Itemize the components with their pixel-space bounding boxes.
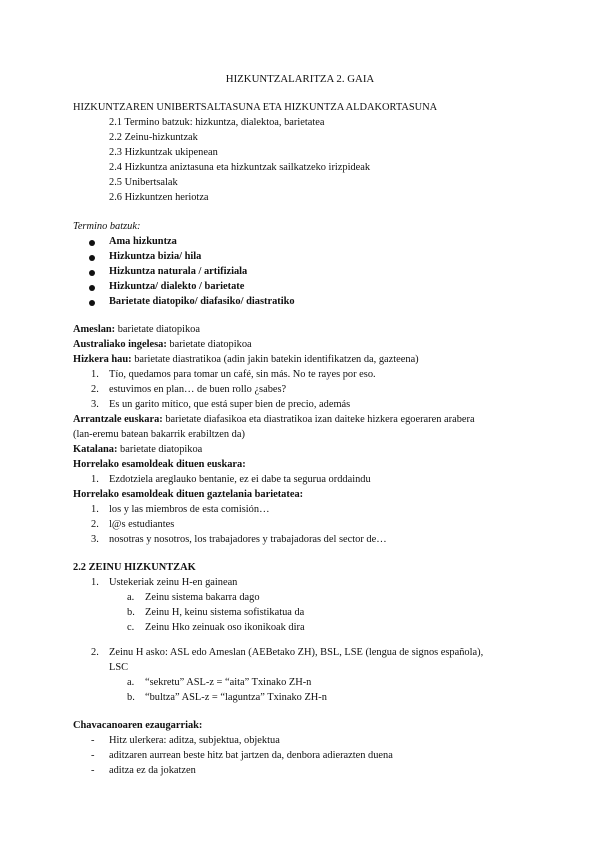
gazteleria-heading: Horrelako esamoldeak dituen gaztelania barietatea: — [73, 489, 304, 500]
list-number: 3. — [91, 399, 99, 410]
toc-item: 2.3 Hizkuntzak ukipenean — [109, 147, 218, 158]
bullet-icon — [89, 270, 95, 276]
gazteleria-example: nosotras y nosotros, los trabajadores y trabajadoras del sector de… — [109, 534, 387, 545]
dash-marker: - — [91, 765, 95, 776]
toc-item: 2.6 Hizkuntzen heriotza — [109, 192, 209, 203]
katalana-label: Katalana: — [73, 444, 118, 455]
zeinu-subitem: “sekretu” ASL-z = “aita” Txinako ZH-n — [145, 677, 312, 688]
zeinu-subitem: Zeinu H, keinu sistema sofistikatua da — [145, 607, 305, 618]
sublist-letter: c. — [127, 622, 135, 633]
term-item: Hizkuntza naturala / artifiziala — [109, 266, 248, 277]
hizkera-example: Es un garito mítico, que está super bien de precio, además — [109, 399, 351, 410]
list-number: 2. — [91, 384, 99, 395]
katalana-text: barietate diatopikoa — [117, 444, 203, 455]
sublist-letter: a. — [127, 592, 135, 603]
euskara-example: Ezdotziela areglauko bentanie, ez ei dabe ta segurua orddaindu — [109, 474, 371, 485]
gazteleria-example: los y las miembros de esta comisión… — [109, 504, 270, 515]
toc-item: 2.1 Termino batzuk: hizkuntza, dialektoa, barietatea — [109, 117, 325, 128]
zeinu-subitem: Zeinu sistema bakarra dago — [145, 592, 260, 603]
hizkera-example: estuvimos en plan… de buen rollo ¿sabes? — [109, 384, 287, 395]
term-item: Hizkuntza bizia/ hila — [109, 251, 202, 262]
australia-text: barietate diatopikoa — [166, 339, 252, 350]
list-number: 3. — [91, 534, 99, 545]
ameslan-line — [73, 323, 200, 336]
euskara-heading: Horrelako esamoldeak dituen euskara: — [73, 459, 246, 470]
ameslan-text: barietate diatopikoa — [115, 324, 200, 335]
terms-label: Termino batzuk: — [73, 221, 141, 232]
dash-marker: - — [91, 750, 95, 761]
arrantzale-line — [73, 413, 475, 426]
toc-item: 2.5 Unibertsalak — [109, 177, 178, 188]
zeinu-subitem: “bultza” ASL-z = “laguntza” Txinako ZH-n — [145, 692, 327, 703]
gazteleria-example: l@s estudiantes — [109, 519, 175, 530]
chavacano-item: Hitz ulerkera: aditza, subjektua, objektua — [109, 735, 280, 746]
sublist-letter: b. — [127, 692, 135, 703]
zeinu-item: Zeinu H asko: ASL edo Ameslan (AEBetako ZH), BSL, LSE (lengua de signos española), — [109, 647, 484, 658]
term-item: Hizkuntza/ dialekto / barietate — [109, 281, 245, 292]
list-number: 1. — [91, 504, 99, 515]
list-number: 2. — [91, 519, 99, 530]
bullet-icon — [89, 285, 95, 291]
term-item: Ama hizkuntza — [109, 236, 177, 247]
bullet-icon — [89, 300, 95, 306]
hizkera-line — [73, 353, 419, 366]
arrantzale-label: Arrantzale euskara: — [73, 414, 163, 425]
chavacano-item: aditza ez da jokatzen — [109, 765, 196, 776]
sublist-letter: b. — [127, 607, 135, 618]
zeinu-item: Ustekeriak zeinu H-en gainean — [109, 577, 238, 588]
toc-item: 2.4 Hizkuntza aniztasuna eta hizkuntzak sailkatzeko irizpideak — [109, 162, 371, 173]
chavacano-item: aditzaren aurrean beste hitz bat jartzen da, denbora adierazten duena — [109, 750, 393, 761]
zeinu-item-continuation: LSC — [109, 662, 129, 673]
chavacano-heading: Chavacanoaren ezaugarriak: — [73, 720, 203, 731]
arrantzale-text: barietate diafasikoa eta diastratikoa izan daiteke hizkera egoeraren arabera — [162, 414, 475, 425]
ameslan-label: Ameslan: — [73, 324, 116, 335]
bullet-icon — [89, 240, 95, 246]
zeinu-heading: 2.2 ZEINU HIZKUNTZAK — [73, 562, 196, 573]
zeinu-subitem: Zeinu Hko zeinuak oso ikonikoak dira — [145, 622, 305, 633]
list-number: 1. — [91, 474, 99, 485]
term-item: Barietate diatopiko/ diafasiko/ diastratiko — [109, 296, 295, 307]
australia-line — [73, 338, 252, 351]
sublist-letter: a. — [127, 677, 135, 688]
dash-marker: - — [91, 735, 95, 746]
arrantzale-continuation: (lan-eremu batean bakarrik erabiltzen da) — [73, 429, 245, 440]
australia-label: Australiako ingelesa: — [73, 339, 167, 350]
list-number: 1. — [91, 577, 99, 588]
hizkera-example: Tío, quedamos para tomar un café, sin más. No te rayes por eso. — [109, 369, 376, 380]
hizkera-label: Hizkera hau: — [73, 354, 132, 365]
section-heading: HIZKUNTZAREN UNIBERTSALTASUNA ETA HIZKUNTZA ALDAKORTASUNA — [73, 102, 438, 113]
katalana-line — [73, 443, 202, 456]
list-number: 1. — [91, 369, 99, 380]
bullet-icon — [89, 255, 95, 261]
hizkera-text: barietate diastratikoa (adin jakin batekin identifikatzen da, gazteena) — [131, 354, 419, 365]
page-title: HIZKUNTZALARITZA 2. GAIA — [225, 73, 375, 85]
list-number: 2. — [91, 647, 99, 658]
toc-item: 2.2 Zeinu-hizkuntzak — [109, 132, 198, 143]
